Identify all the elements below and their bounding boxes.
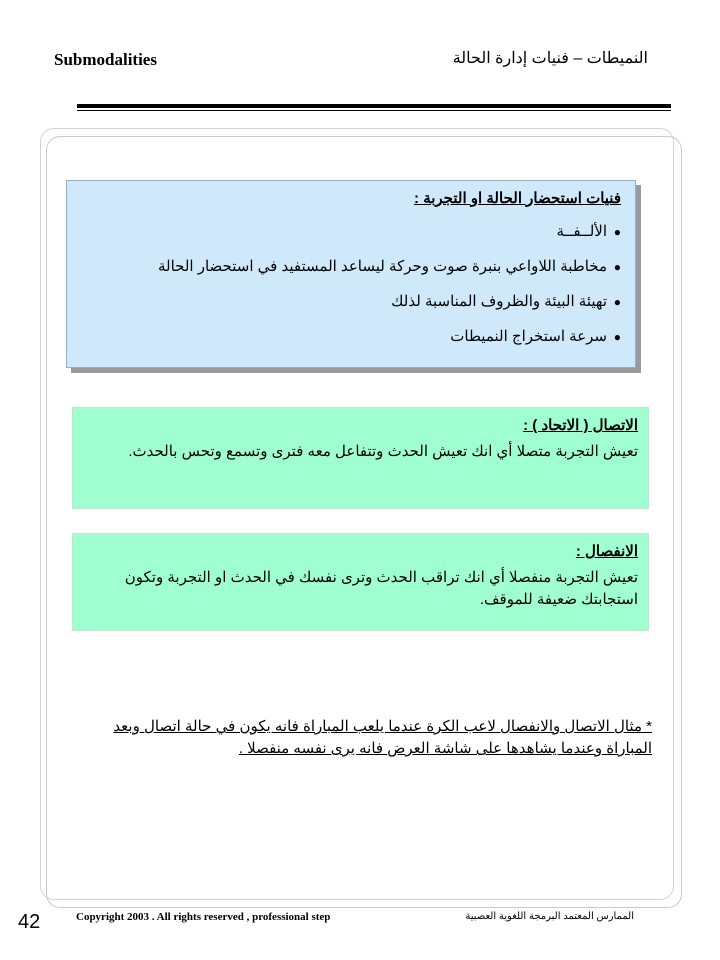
list-item: ●سرعة استخراج النميطات	[450, 328, 621, 345]
bullet-icon: ●	[613, 330, 621, 344]
list-item: ●الألــفــة	[556, 223, 621, 240]
recall-techniques-box	[66, 180, 636, 368]
association-title: الاتصال ( الاتحاد ) :	[523, 417, 638, 434]
bullet-icon: ●	[613, 225, 621, 239]
example-note: * مثال الاتصال والانفصال لاعب الكرة عندما يلعب المباراة فانه يكون في حالة اتصال وبعد المباراة وعندما يشاهدها على شاشة العرض فانه يرى نفسه منفصلا .	[113, 718, 652, 757]
list-item: ●تهيئة البيئة والظروف المناسبة لذلك	[391, 293, 621, 310]
page-number: 42	[18, 911, 41, 933]
dissociation-title: الانفصال :	[575, 543, 638, 560]
bullet-icon: ●	[613, 295, 621, 309]
bullet-icon: ●	[613, 260, 621, 274]
recall-techniques-list	[81, 223, 621, 346]
list-item: ●مخاطبة اللاواعي بنبرة صوت وحركة ليساعد المستفيد في استحضار الحالة	[157, 258, 621, 275]
dissociation-body: تعيش التجربة منفصلا أي انك تراقب الحدث وترى نفسك في الحدث او التجربة وتكون استجابتك ضعيفة للموقف.	[124, 569, 638, 608]
header-rule-thick	[77, 104, 671, 108]
header-title-english: Submodalities	[54, 50, 157, 69]
footer-practitioner: الممارس المعتمد البرمجة اللغوية العصبية	[465, 911, 634, 922]
recall-techniques-title: فنيات استحضار الحالة او التجربة :	[414, 190, 621, 207]
footer-copyright: Copyright 2003 . All rights reserved , professional step	[76, 911, 331, 923]
dissociation-box	[72, 533, 649, 631]
header-title-arabic: النميطات – فنيات إدارة الحالة	[452, 50, 648, 67]
association-box	[72, 407, 649, 509]
header-rule-thin	[77, 110, 671, 111]
association-body: تعيش التجربة متصلا أي انك تعيش الحدث وتتفاعل معه فترى وتسمع وتحس بالحدث.	[128, 443, 638, 460]
